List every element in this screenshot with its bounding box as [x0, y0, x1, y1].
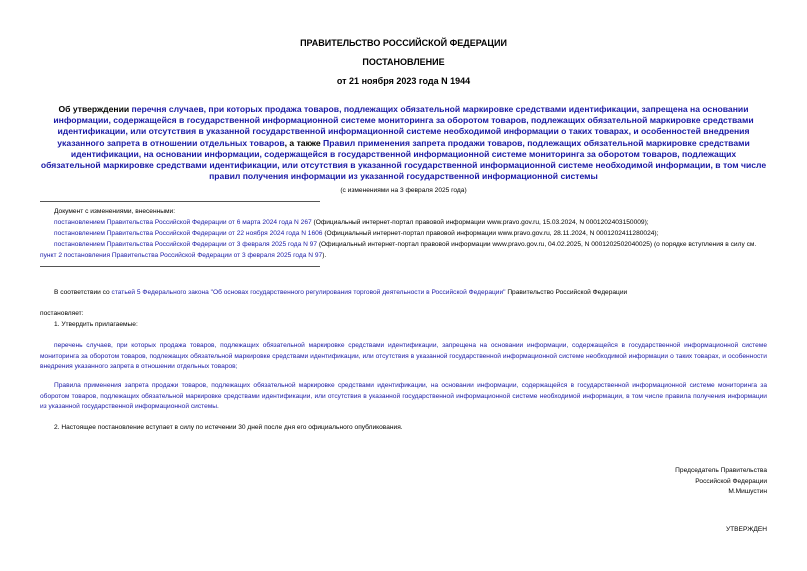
- item-2: 2. Настоящее постановление вступает в силу по истечении 30 дней после дня его официального опубликования.: [54, 424, 403, 431]
- signature-block: [675, 466, 767, 498]
- basis-suffix: Правительство Российской Федерации: [505, 289, 628, 296]
- basis-law-link[interactable]: статьей 5 Федерального закона "Об основах государственного регулирования торговой деятельности в Российской Федерации": [111, 289, 506, 296]
- amendment-effective-link[interactable]: пункт 2 постановления Правительства Российской Федерации от 3 февраля 2025 года N 97: [40, 252, 323, 259]
- issuing-authority: ПРАВИТЕЛЬСТВО РОССИЙСКОЙ ФЕДЕРАЦИИ: [300, 38, 507, 48]
- amendment-details: (Официальный интернет-портал правовой информации www.pravo.gov.ru, 04.02.2025, N 0001202502040025) (о порядке вступления в силу см.: [317, 241, 757, 248]
- signature-position: Председатель Правительства: [675, 467, 767, 474]
- document-title: [40, 104, 767, 182]
- amendment-link[interactable]: постановлением Правительства Российской Федерации от 6 марта 2024 года N 267: [54, 219, 312, 226]
- signature-organization: Российской Федерации: [695, 477, 767, 485]
- title-link-rules[interactable]: Правил применения запрета продажи товаров, подлежащих обязательной маркировке средствами идентификации, на основании информации, содержащейся в государственной информационной системе мониторинга за оборотом товаров, подлежащих обязательной маркировке средствами идентификации, или отсутствия в указанной государственной информационной системе необходимой информации, в том числе правил получения информации из указанной государственной информационной системы: [40, 137, 767, 182]
- document-type: ПОСТАНОВЛЕНИЕ: [362, 57, 445, 67]
- amendment-item: [40, 217, 767, 228]
- revision-status: (с изменениями на 3 февраля 2025 года): [340, 187, 467, 194]
- signature-name: М.Мишустин: [728, 488, 767, 496]
- amendment-item: [40, 239, 767, 261]
- amendment-details: (Официальный интернет-портал правовой информации www.pravo.gov.ru, 15.03.2024, N 0001202403150009);: [311, 219, 649, 226]
- resolves-paragraph: постановляет:: [40, 310, 84, 317]
- amendment-details: (Официальный интернет-портал правовой информации www.pravo.gov.ru, 28.11.2024, N 0001202411280024);: [322, 230, 659, 237]
- title-link-list[interactable]: перечня случаев, при которых продажа товаров, подлежащих обязательной маркировке средствами идентификации, запрещена на основании информации, содержащейся в государственной информационной системе мониторинга за оборотом товаров, подлежащих обязательной маркировке средствами идентификации, или отсутствия в указанной государственной информационной системе необходимой информации о таких товарах, и особенностей внедрения указанного запрета в отношении отдельных товаров: [53, 104, 754, 148]
- amendment-end: ).: [322, 252, 327, 259]
- amendments-intro: Документ с изменениями, внесенными:: [54, 208, 176, 215]
- title-prefix: Об утверждении: [58, 104, 132, 114]
- amendments-block: [40, 206, 767, 261]
- legal-basis-paragraph: [40, 288, 767, 299]
- divider-top: [40, 201, 320, 202]
- divider-bottom: [40, 266, 320, 267]
- amendment-link[interactable]: постановлением Правительства Российской Федерации от 22 ноября 2024 года N 1606: [54, 230, 323, 237]
- title-middle: , а также: [284, 137, 324, 148]
- approved-list-link[interactable]: перечень случаев, при которых продажа товаров, подлежащих обязательной маркировке средствами идентификации, запрещена на основании информации, содержащейся в государственной информационной системе мониторинга за оборотом товаров, подлежащих обязательной маркировке средствами идентификации, или отсутствия в указанной государственной информационной системе необходимой информации о таких товарах, и особенности внедрения указанного запрета в отношении отдельных товаров;: [40, 342, 767, 371]
- amendment-link[interactable]: постановлением Правительства Российской Федерации от 3 февраля 2025 года N 97: [54, 241, 318, 248]
- amendment-item: [40, 228, 767, 239]
- document-date-number: от 21 ноября 2023 года N 1944: [336, 76, 471, 86]
- approved-stamp: УТВЕРЖДЕН: [725, 526, 767, 533]
- basis-prefix: В соответствии со: [54, 289, 112, 296]
- approved-rules-link[interactable]: Правила применения запрета продажи товаров, подлежащих обязательной маркировке средствами идентификации, на основании информации, содержащейся в государственной информационной системе мониторинга за оборотом товаров, подлежащих обязательной маркировке средствами идентификации, или отсутствия в указанной государственной информационной системе необходимой информации, в том числе правила получения информации из указанной государственной информационной системы.: [40, 382, 767, 411]
- item-1: 1. Утвердить прилагаемые:: [54, 321, 138, 328]
